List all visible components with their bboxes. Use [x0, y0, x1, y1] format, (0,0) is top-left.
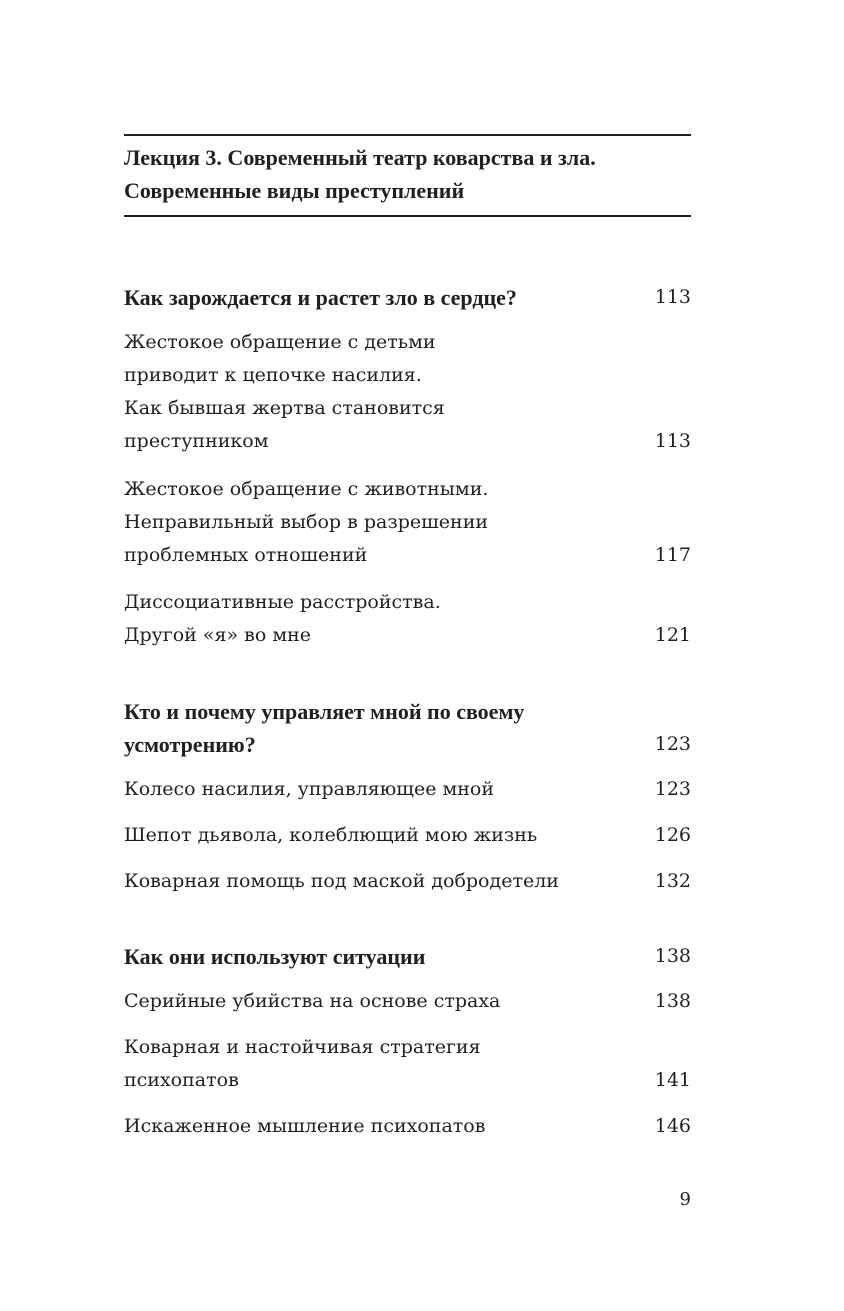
- toc-entry[interactable]: [124, 1031, 691, 1097]
- bottom-rule: [124, 215, 691, 217]
- toc-page-number: 138: [654, 945, 691, 967]
- toc-entry[interactable]: [124, 985, 691, 1018]
- lecture-title-line-1: Лекция 3. Современный театр коварства и зла.: [124, 145, 596, 170]
- toc-page-number: 138: [654, 990, 691, 1012]
- toc-entry-line: [124, 619, 691, 652]
- toc-entry-line: [124, 728, 691, 761]
- toc-entry-text: Жестокое обращение с детьми: [124, 331, 436, 353]
- toc-entry-text: Коварная и настойчивая стратегия: [124, 1036, 481, 1058]
- toc-entry-text: Неправильный выбор в разрешении: [124, 511, 489, 533]
- toc-entry[interactable]: [124, 773, 691, 806]
- toc-entry-text: Диссоциативные расстройства.: [124, 591, 441, 613]
- toc-entry-text: усмотрению?: [124, 732, 256, 757]
- toc-page-number: 141: [654, 1069, 691, 1091]
- toc-entry-line: [124, 1031, 691, 1064]
- lecture-title: [124, 141, 691, 207]
- toc-entry-line: [124, 773, 691, 806]
- toc-page-number: 117: [654, 544, 691, 566]
- lecture-title-line-2: Современные виды преступлений: [124, 178, 465, 203]
- toc-entry-line: [124, 819, 691, 852]
- toc-entry-text: психопатов: [124, 1069, 239, 1091]
- toc-entry-text: Жестокое обращение с животными.: [124, 478, 489, 500]
- toc-entry-text: приводит к цепочке насилия.: [124, 364, 422, 386]
- toc-entry-text: преступником: [124, 430, 269, 452]
- toc-entry-line: [124, 506, 691, 539]
- toc-entry[interactable]: [124, 473, 691, 572]
- toc-entry-line: [124, 326, 691, 359]
- toc-section-heading[interactable]: [124, 940, 691, 973]
- toc-entry-line: [124, 1110, 691, 1143]
- toc-section-heading[interactable]: [124, 695, 691, 761]
- toc-entry-text: Как зарождается и растет зло в сердце?: [124, 285, 517, 310]
- toc-entry-text: Шепот дьявола, колеблющий мою жизнь: [124, 824, 538, 846]
- toc-entry-line: [124, 473, 691, 506]
- toc-entry-text: Серийные убийства на основе страха: [124, 990, 501, 1012]
- toc-page-number: 113: [654, 286, 691, 308]
- toc-entry-line: [124, 586, 691, 619]
- toc-entry[interactable]: [124, 326, 691, 458]
- toc-entry-text: Коварная помощь под маской добродетели: [124, 870, 559, 892]
- toc-entry-line: [124, 865, 691, 898]
- toc-entry-line: [124, 281, 691, 314]
- toc-entry-line: [124, 539, 691, 572]
- toc-entry[interactable]: [124, 586, 691, 652]
- toc-entry[interactable]: [124, 819, 691, 852]
- toc-page-number: 126: [654, 824, 691, 846]
- toc-entry-line: [124, 985, 691, 1018]
- toc-section-heading[interactable]: [124, 281, 691, 314]
- toc-entry-text: Как они используют ситуации: [124, 944, 426, 969]
- toc-entry-line: [124, 425, 691, 458]
- toc-page-number: 123: [654, 778, 691, 800]
- toc-entry-text: Кто и почему управляет мной по своему: [124, 699, 525, 724]
- toc-entry[interactable]: [124, 865, 691, 898]
- toc-entry-line: [124, 1064, 691, 1097]
- toc-entry-text: Другой «я» во мне: [124, 624, 312, 646]
- toc-entry-text: Искаженное мышление психопатов: [124, 1115, 486, 1137]
- page-number: 9: [679, 1189, 691, 1210]
- toc-page-number: 121: [654, 624, 691, 646]
- toc-entry-line: [124, 695, 691, 728]
- toc-entry-text: проблемных отношений: [124, 544, 368, 566]
- toc-entry-line: [124, 940, 691, 973]
- toc-page-number: 113: [654, 430, 691, 452]
- toc-entry-text: Колесо насилия, управляющее мной: [124, 778, 495, 800]
- toc-entry-text: Как бывшая жертва становится: [124, 397, 445, 419]
- toc-page-number: 132: [654, 870, 691, 892]
- top-rule: [124, 134, 691, 136]
- toc-entry-line: [124, 359, 691, 392]
- toc-entry-line: [124, 392, 691, 425]
- toc-page-number: 123: [654, 733, 691, 755]
- toc-page-number: 146: [654, 1115, 691, 1137]
- toc-entry[interactable]: [124, 1110, 691, 1143]
